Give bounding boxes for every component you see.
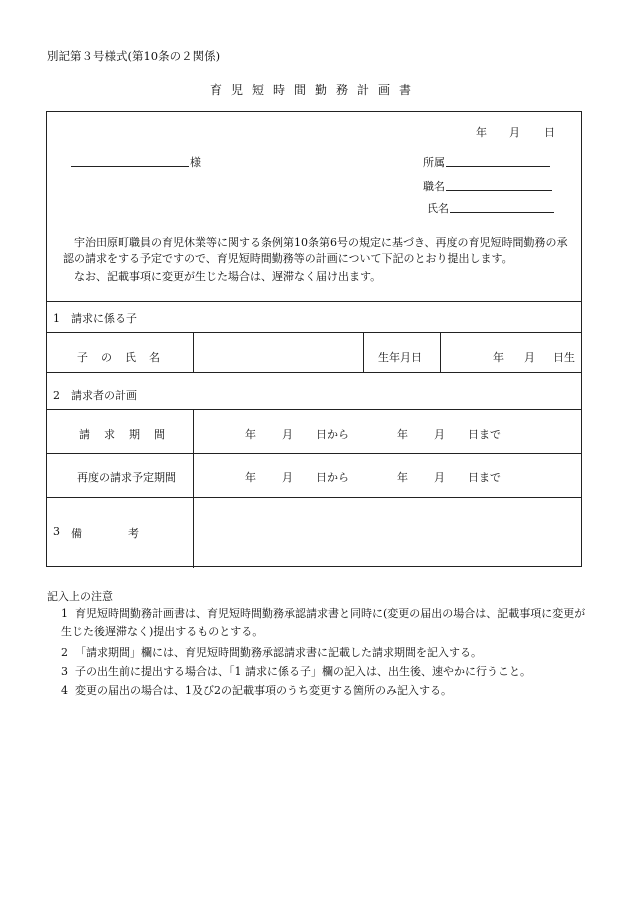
child-name-field[interactable] xyxy=(194,333,362,371)
notes-title: 記入上の注意 xyxy=(47,590,113,603)
from-year-label: 年 xyxy=(245,471,256,484)
repeat-period-label: 再度の請求予定期間 xyxy=(77,471,176,484)
notification-paragraph: なお、記載事項に変更が生じた場合は、遅滞なく届け出ます。 xyxy=(74,270,382,283)
note-number: 2 xyxy=(61,646,68,659)
date-month-label: 月 xyxy=(509,126,520,139)
from-day-label: 日から xyxy=(316,471,349,484)
to-day-label: 日まで xyxy=(468,428,501,441)
note-item xyxy=(61,682,591,700)
section2-title: 2 請求者の計画 xyxy=(53,389,137,402)
birth-day-label: 日生 xyxy=(553,351,575,364)
note-text: 育児短時間勤務計画書は、育児短時間勤務承認請求書と同時に(変更の届出の場合は、記載事項に変更が生じた後遅滞なく)提出するものとする。 xyxy=(61,607,586,638)
remarks-field[interactable] xyxy=(194,498,582,566)
birth-year-label: 年 xyxy=(493,351,504,364)
name-field[interactable] xyxy=(450,200,554,213)
to-month-label: 月 xyxy=(434,428,445,441)
to-year-label: 年 xyxy=(397,471,408,484)
request-period-label: 請求期間 xyxy=(79,428,179,441)
birth-month-label: 月 xyxy=(524,351,535,364)
addressee-suffix: 様 xyxy=(190,156,201,169)
from-month-label: 月 xyxy=(282,471,293,484)
note-item xyxy=(61,605,591,641)
note-number: 1 xyxy=(61,607,68,620)
birth-date-label: 生年月日 xyxy=(378,351,422,364)
note-text: 変更の届出の場合は、1及び2の記載事項のうち変更する箇所のみ記入する。 xyxy=(75,684,452,697)
to-day-label: 日まで xyxy=(468,471,501,484)
statement-paragraph: 宇治田原町職員の育児休業等に関する条例第10条第6号の規定に基づき、再度の育児短時間勤務の承認の請求をする予定ですので、育児短時間勤務等の計画について下記のとおり提出します。 xyxy=(63,236,568,265)
from-month-label: 月 xyxy=(282,428,293,441)
position-label: 職名 xyxy=(423,180,445,193)
to-month-label: 月 xyxy=(434,471,445,484)
from-day-label: 日から xyxy=(316,428,349,441)
document-title: 育児短時間勤務計画書 xyxy=(209,83,420,97)
section1-title: 1 請求に係る子 xyxy=(53,312,137,325)
affiliation-field[interactable] xyxy=(446,154,550,167)
note-text: 子の出生前に提出する場合は、「1 請求に係る子」欄の記入は、出生後、速やかに行うこと。 xyxy=(75,665,531,678)
divider xyxy=(47,301,581,302)
affiliation-label: 所属 xyxy=(423,156,445,169)
note-number: 3 xyxy=(61,665,68,678)
from-year-label: 年 xyxy=(245,428,256,441)
note-item xyxy=(61,663,591,681)
section3-number: 3 xyxy=(53,525,60,538)
addressee-field[interactable] xyxy=(71,154,189,167)
remarks-label: 備考 xyxy=(71,527,185,540)
date-year-label: 年 xyxy=(476,126,487,139)
child-name-label: 子の氏名 xyxy=(77,351,173,364)
to-year-label: 年 xyxy=(397,428,408,441)
position-field[interactable] xyxy=(446,178,552,191)
note-text: 「請求期間」欄には、育児短時間勤務承認請求書に記載した請求期間を記入する。 xyxy=(75,646,482,659)
form-number-label: 別記第３号様式(第10条の２関係) xyxy=(47,49,221,63)
note-number: 4 xyxy=(61,684,68,697)
note-item xyxy=(61,644,591,662)
form-table xyxy=(46,111,582,567)
divider xyxy=(363,332,364,372)
name-label: 氏名 xyxy=(427,202,449,215)
date-day-label: 日 xyxy=(544,126,555,139)
divider xyxy=(47,372,581,373)
